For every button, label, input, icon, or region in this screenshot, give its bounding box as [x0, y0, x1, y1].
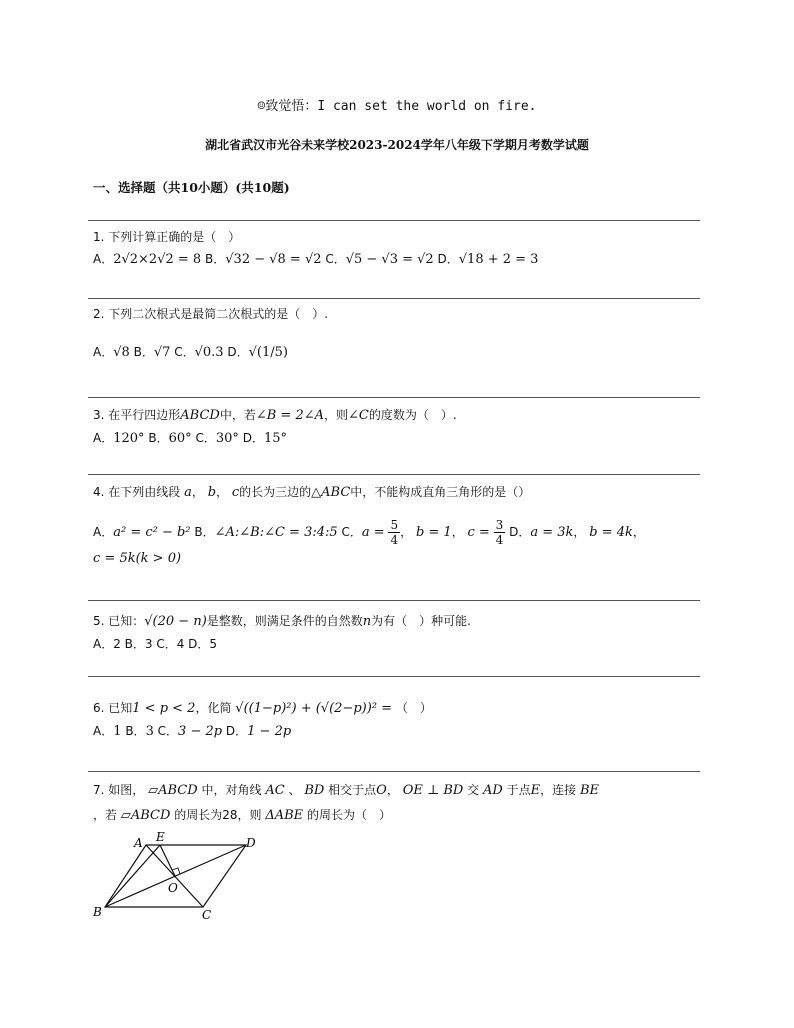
option-a: √8: [113, 345, 130, 360]
option-a: 1: [113, 724, 122, 739]
option-b: √32 − √8 = √2: [225, 252, 322, 267]
divider: [88, 298, 700, 299]
question-4: 4. 在下列由线段 a， b， c的长为三边的△ABC中，不能构成直角三角形的是（） A．a² = c² − b² B．∠A:∠B:∠C = 3:4:5 C．a = $\frac{5}{4}$ ， b = 1， c = $\frac{3}{4}$ D．a = 3k， b = 4k， c = 5k(k > 0): [93, 481, 645, 570]
question-1: [93, 226, 538, 271]
label-b: B: [93, 905, 102, 919]
divider: [88, 220, 700, 221]
motto-header: ☺致觉悟：I can set the world on fire.: [257, 99, 537, 114]
question-options: A．a² = c² − b² B．∠A:∠B:∠C = 3:4:5 C．a = $\frac{5}{4}$ ， b = 1， c = $\frac{3}{4}$ D．a = 3k， b = 4k，: [93, 518, 645, 547]
segment-be: [105, 845, 160, 907]
question-options: A．√8 B．√7 C．√0.3 D．√(1/5): [93, 345, 288, 360]
divider: [88, 771, 700, 772]
question-6: [93, 697, 432, 743]
option-c: √5 − √3 = √2: [345, 252, 434, 267]
option-b: 3: [145, 724, 154, 739]
option-c: √0.3: [194, 345, 224, 360]
option-d: √18 + 2 = 3: [458, 252, 539, 267]
option-d: √(1/5): [248, 345, 288, 360]
page-title: 湖北省武汉市光谷未来学校2023-2024学年八年级下学期月考数学试题: [205, 138, 589, 152]
option-d: a = 3k: [530, 525, 574, 540]
option-a: 2√2×2√2 = 8: [113, 252, 202, 267]
question-options: A．2√2×2√2 = 8 B．√32 − √8 = √2 C．√5 − √3 = √2 D．√18 + 2 = 3: [93, 252, 539, 267]
question-3: [93, 404, 457, 450]
divider: [88, 397, 700, 398]
question-stem: 7. 如图， ▱ABCD 中，对角线 AC 、 BD 相交于点O， OE ⊥ BD 交 AD 于点E，连接 BE: [93, 783, 600, 798]
segment-oe: [160, 845, 175, 876]
question-stem: 3. 在平行四边形ABCD中，若∠B = 2∠A，则∠C的度数为（ ）.: [93, 408, 457, 423]
question-2: [93, 303, 328, 364]
label-c: C: [202, 908, 212, 922]
divider: [88, 474, 700, 475]
option-c: 3 − 2p: [178, 724, 223, 739]
option-b: ∠A:∠B:∠C = 3:4:5: [214, 525, 338, 540]
option-d: 15°: [263, 431, 288, 446]
question-options: A．1 B．3 C．3 − 2p D．1 − 2p: [93, 724, 292, 739]
fraction: $\frac{5}{4}$: [390, 518, 399, 547]
option-c: 30°: [215, 431, 239, 446]
option-a: a² = c² − b²: [113, 525, 191, 540]
question-options: A．2 B．3 C．4 D．5: [93, 637, 218, 651]
option-d: 1 − 2p: [247, 724, 292, 739]
parallelogram-figure: [88, 830, 268, 925]
question-stem: 2. 下列二次根式是最简二次根式的是（ ）.: [93, 307, 329, 321]
question-7: 7. 如图， ▱ABCD 中，对角线 AC 、 BD 相交于点O， OE ⊥ BD 交 AD 于点E，连接 BE ，若 ▱ABCD 的周长为28，则 ΔABE 的周长为（ ）: [93, 778, 599, 828]
label-e: E: [156, 830, 165, 844]
divider: [88, 600, 700, 601]
option-b: √7: [153, 345, 171, 360]
option-b: 60°: [168, 431, 192, 446]
option-a: 120°: [113, 431, 145, 446]
question-5: [93, 610, 471, 655]
question-stem: 6. 已知1 < p < 2，化简 √((1−p)²) + (√(2−p))² = （ ）: [93, 701, 432, 716]
fraction: $\frac{3}{4}$: [495, 518, 504, 547]
question-stem: 4. 在下列由线段 a， b， c的长为三边的△ABC中，不能构成直角三角形的是（）: [93, 485, 531, 500]
label-a: A: [134, 836, 143, 850]
question-stem: 5. 已知：√(20 − n)是整数，则满足条件的自然数n为有（ ）种可能.: [93, 614, 471, 629]
divider: [88, 676, 700, 677]
question-stem: 1. 下列计算正确的是（ ）: [93, 230, 241, 244]
section-heading: 一、选择题（共10小题）(共10题): [93, 180, 290, 195]
label-d: D: [246, 836, 256, 850]
question-options: A．120° B．60° C．30° D．15°: [93, 431, 288, 446]
label-o: O: [168, 881, 178, 895]
